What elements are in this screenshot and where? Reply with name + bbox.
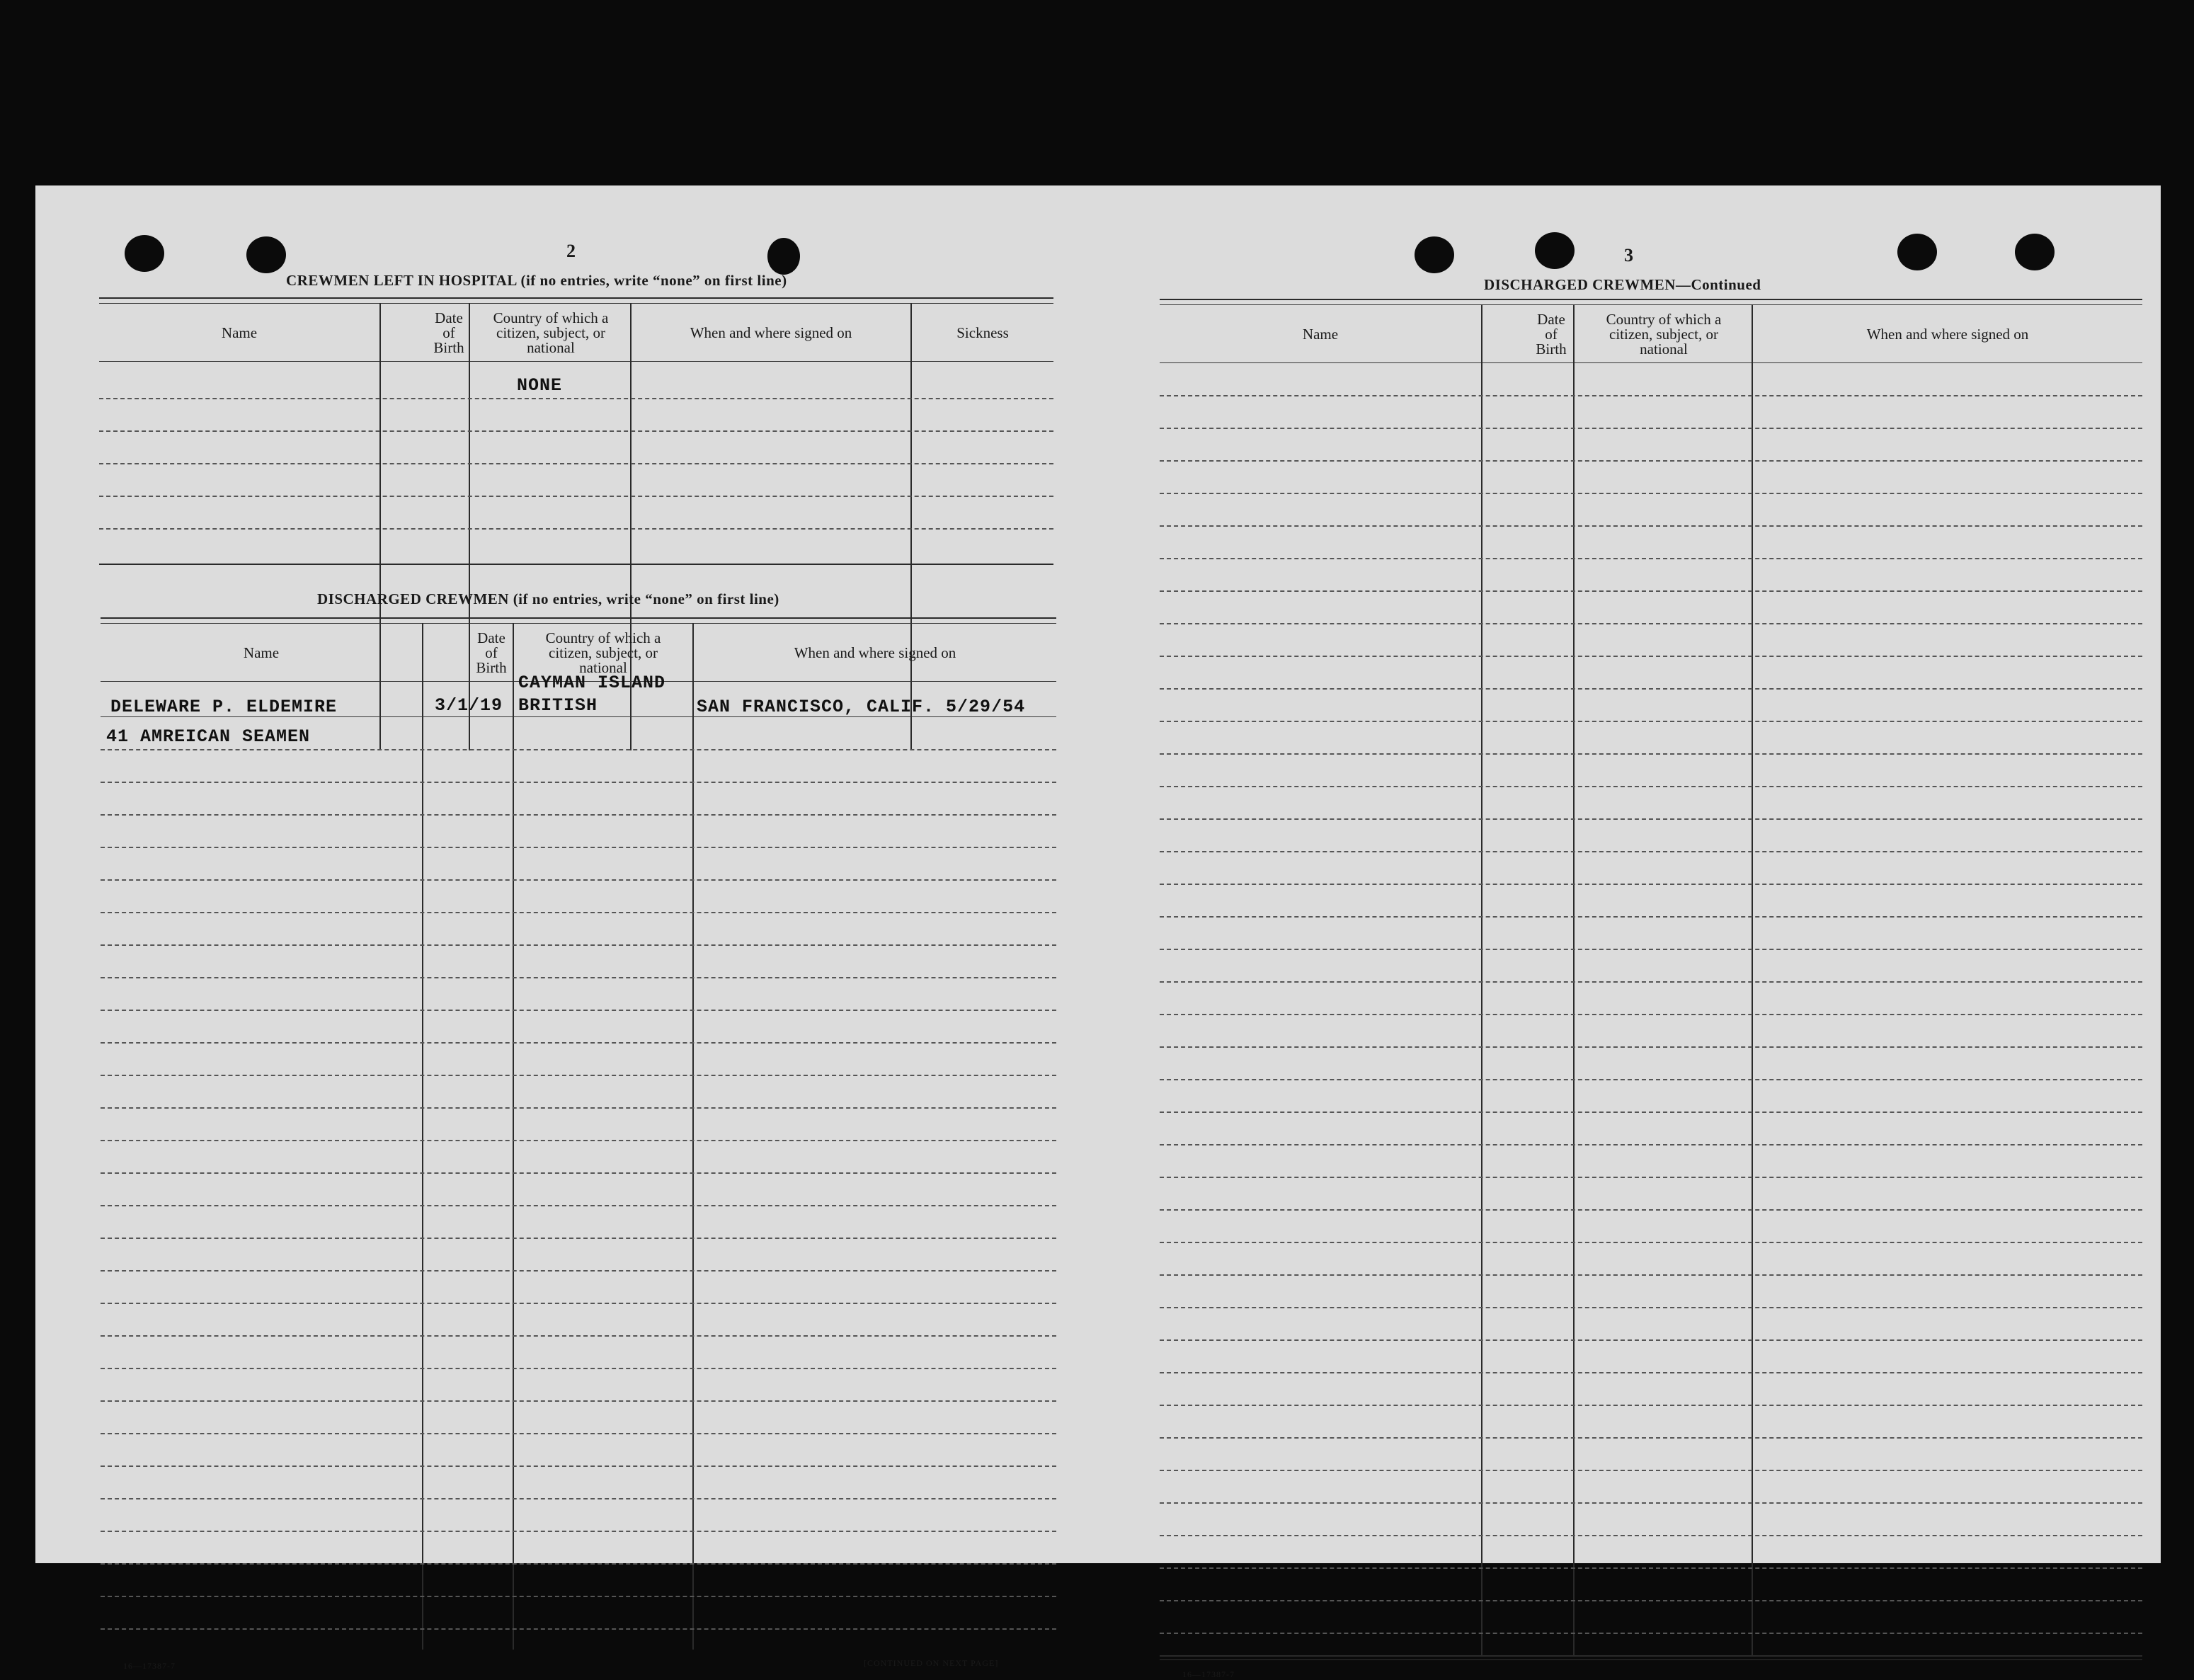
hospital-section-title xyxy=(286,272,787,290)
crewman-country-line2: BRITISH xyxy=(518,695,598,716)
discharged-section-title xyxy=(317,590,779,608)
entry-line xyxy=(101,912,1056,913)
entry-line xyxy=(1160,460,2142,462)
hospital-title-text: CREWMEN LEFT IN HOSPITAL xyxy=(286,272,517,289)
entry-line xyxy=(1160,623,2142,624)
entry-line xyxy=(101,1433,1056,1434)
entry-line xyxy=(1160,1470,2142,1471)
table-top-rule xyxy=(99,297,1053,299)
column-header-name: Name xyxy=(243,644,280,661)
column-divider xyxy=(1573,304,1575,1655)
column-divider xyxy=(910,303,912,750)
column-header-dob: Date of Birth xyxy=(476,629,507,676)
document-sheet xyxy=(35,185,2161,1679)
crewman-name: 41 AMREICAN SEAMEN xyxy=(106,726,311,747)
table-bottom-rule xyxy=(1160,1655,2142,1657)
crewman-name: DELEWARE P. ELDEMIRE xyxy=(110,697,338,717)
entry-line xyxy=(1160,1339,2142,1341)
entry-line xyxy=(1160,1177,2142,1178)
entry-line xyxy=(1160,949,2142,950)
entry-line xyxy=(1160,884,2142,885)
entry-line xyxy=(1160,1633,2142,1634)
punch-hole xyxy=(1897,234,1937,270)
entry-line xyxy=(101,1628,1056,1630)
column-header-name: Name xyxy=(221,324,258,341)
entry-line xyxy=(1160,558,2142,559)
entry-line xyxy=(1160,1112,2142,1113)
hospital-title-note: (if no entries, write “none” on first line) xyxy=(520,272,787,289)
column-header-sickness: Sickness xyxy=(956,324,1009,341)
right-section-title xyxy=(1484,276,1761,294)
entry-line xyxy=(99,398,1053,399)
entry-line xyxy=(101,1010,1056,1011)
table-bottom-rule xyxy=(1160,1659,2142,1660)
entry-line xyxy=(1160,1144,2142,1145)
form-number: 16—17387-7 xyxy=(123,1661,176,1671)
entry-line xyxy=(101,1596,1056,1597)
column-divider xyxy=(469,303,470,750)
column-header-signed-on: When and where signed on xyxy=(794,644,956,661)
right-title-text: DISCHARGED CREWMEN xyxy=(1484,276,1676,293)
entry-line xyxy=(1160,1209,2142,1211)
hospital-entry-none: NONE xyxy=(517,375,563,396)
entry-line xyxy=(1160,395,2142,396)
page-number: 2 xyxy=(566,241,576,261)
entry-line xyxy=(1160,753,2142,755)
entry-line xyxy=(1160,818,2142,820)
entry-line xyxy=(101,1531,1056,1532)
entry-line xyxy=(101,1238,1056,1239)
entry-line xyxy=(101,814,1056,816)
table-bottom-rule xyxy=(99,564,1053,565)
entry-line xyxy=(101,1563,1056,1565)
entry-line xyxy=(1160,916,2142,918)
entry-line xyxy=(1160,525,2142,527)
table-top-rule xyxy=(1160,299,2142,300)
entry-line xyxy=(1160,1274,2142,1276)
entry-line xyxy=(1160,1405,2142,1406)
entry-line xyxy=(101,1400,1056,1402)
column-divider xyxy=(513,623,514,1650)
entry-line xyxy=(1160,1079,2142,1080)
entry-line xyxy=(1160,1014,2142,1015)
table-top-rule xyxy=(101,623,1056,624)
entry-line xyxy=(1160,1437,2142,1439)
punch-hole xyxy=(1535,232,1575,269)
entry-line xyxy=(99,528,1053,530)
entry-line xyxy=(1160,656,2142,657)
punch-hole xyxy=(767,238,800,275)
crewman-dob: 3/1/19 xyxy=(435,695,503,716)
entry-line xyxy=(101,879,1056,881)
entry-line xyxy=(1160,1535,2142,1536)
entry-line xyxy=(1160,1046,2142,1048)
entry-line xyxy=(1160,688,2142,690)
punch-hole xyxy=(125,235,164,272)
column-divider xyxy=(1481,304,1482,1655)
entry-line xyxy=(1160,786,2142,787)
table-top-rule xyxy=(1160,304,2142,305)
table-header-rule xyxy=(1160,362,2142,363)
column-header-country: Country of which a citizen, subject, or national xyxy=(545,629,661,676)
entry-line xyxy=(101,1172,1056,1174)
entry-line xyxy=(1160,1307,2142,1308)
entry-line xyxy=(1160,851,2142,852)
entry-line xyxy=(101,1042,1056,1044)
entry-line xyxy=(101,1368,1056,1369)
entry-line xyxy=(1160,1242,2142,1243)
entry-line xyxy=(1160,1567,2142,1569)
column-header-signed-on: When and where signed on xyxy=(690,324,852,341)
entry-line xyxy=(101,847,1056,848)
entry-line xyxy=(101,1270,1056,1272)
column-header-dob: Date of Birth xyxy=(433,309,464,356)
entry-line xyxy=(1160,590,2142,592)
column-divider xyxy=(422,623,423,1650)
column-header-name: Name xyxy=(1302,325,1339,343)
entry-line xyxy=(99,496,1053,497)
column-header-country: Country of which a citizen, subject, or national xyxy=(493,309,609,356)
entry-line xyxy=(101,1140,1056,1141)
entry-line xyxy=(1160,1502,2142,1504)
entry-line xyxy=(1160,493,2142,494)
entry-line xyxy=(1160,981,2142,983)
column-divider xyxy=(379,303,381,750)
column-header-dob: Date of Birth xyxy=(1536,310,1567,358)
column-header-country: Country of which a citizen, subject, or national xyxy=(1606,310,1722,358)
entry-line xyxy=(101,944,1056,946)
entry-line xyxy=(101,1335,1056,1337)
entry-line xyxy=(101,977,1056,978)
discharged-title-text: DISCHARGED CREWMEN xyxy=(317,590,509,607)
table-top-rule xyxy=(101,617,1056,619)
column-divider xyxy=(692,623,694,1650)
entry-line xyxy=(101,1465,1056,1467)
entry-line xyxy=(1160,428,2142,429)
continued-note: [CONTINUED ON NEXT PAGE] xyxy=(864,1658,999,1668)
crewman-signed-on: SAN FRANCISCO, CALIF. 5/29/54 xyxy=(697,697,1026,717)
entry-line xyxy=(101,1303,1056,1304)
right-title-suffix: —Continued xyxy=(1675,276,1761,293)
entry-line xyxy=(99,463,1053,464)
column-divider xyxy=(1752,304,1753,1655)
entry-line xyxy=(101,1498,1056,1499)
entry-line xyxy=(99,430,1053,432)
entry-line xyxy=(101,1107,1056,1109)
entry-line xyxy=(1160,1600,2142,1601)
entry-line xyxy=(101,782,1056,783)
entry-line xyxy=(1160,1372,2142,1373)
column-header-signed-on: When and where signed on xyxy=(1866,325,2029,343)
punch-hole xyxy=(2015,234,2055,270)
entry-line xyxy=(101,1075,1056,1076)
entry-line xyxy=(101,749,1056,750)
crewman-country-line1: CAYMAN ISLAND xyxy=(518,673,666,693)
form-number: 16—17387-7 xyxy=(1182,1669,1235,1679)
discharged-title-note: (if no entries, write “none” on first line) xyxy=(513,590,779,607)
entry-line xyxy=(1160,721,2142,722)
punch-hole xyxy=(246,236,286,273)
punch-hole xyxy=(1415,236,1454,273)
entry-line xyxy=(101,1205,1056,1206)
page-number: 3 xyxy=(1624,245,1633,265)
